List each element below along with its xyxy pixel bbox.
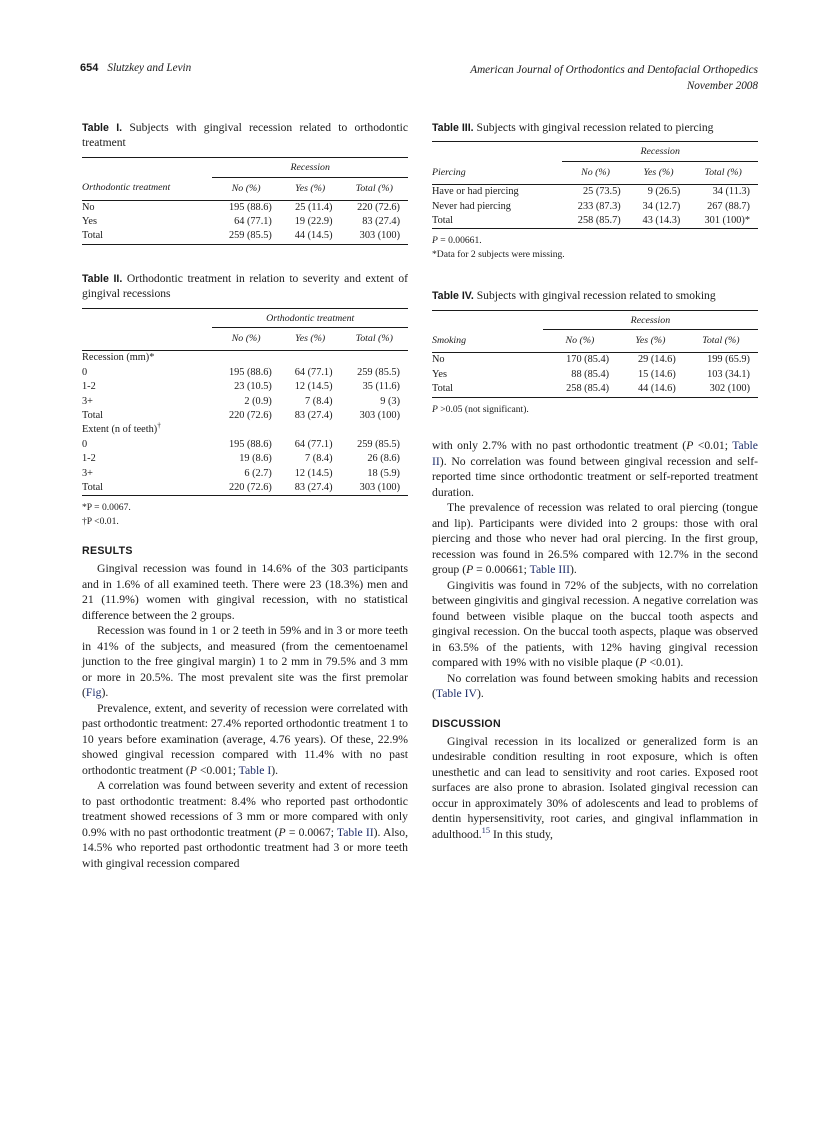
table-row: [82, 177, 408, 200]
row-cell: 303 (100): [341, 229, 409, 244]
table-4-span-header: Recession: [543, 310, 758, 328]
row-cell: 195 (88.6): [228, 366, 272, 378]
table-row: [82, 200, 408, 215]
table-4-footnotes: [432, 403, 758, 417]
table-4-col-1: Yes (%): [635, 335, 666, 347]
table-4-link[interactable]: Table IV: [435, 687, 477, 701]
running-head-right: [470, 62, 758, 94]
table-4-block: [432, 288, 758, 416]
table-2-footnote-2: †P <0.01.: [82, 516, 119, 528]
row-label: Total: [82, 481, 212, 496]
row-cell: 83 (27.4): [280, 481, 341, 496]
table-4-col-2: Total (%): [702, 335, 740, 347]
table-row: [82, 409, 408, 423]
row-label: Yes: [82, 215, 97, 227]
table-2-block: [82, 271, 408, 529]
row-cell: 18 (5.9): [367, 467, 400, 479]
table-row: [82, 380, 408, 394]
row-cell: 26 (8.6): [367, 453, 400, 465]
table-3-footnote-1: P = 0.00661.: [432, 235, 482, 247]
row-label: 1-2: [82, 381, 96, 393]
group-label: Extent (n of teeth)†: [82, 420, 161, 436]
table-1-stub-header: Orthodontic treatment: [82, 182, 171, 194]
table-row: [82, 452, 408, 466]
row-cell: 259 (85.5): [212, 229, 279, 244]
row-cell: 64 (77.1): [294, 366, 333, 378]
journal-title: American Journal of Orthodontics and Dentofacial Orthopedics: [470, 64, 758, 76]
table-row: [432, 200, 758, 214]
table-row: [82, 423, 408, 437]
row-cell: 64 (77.1): [234, 215, 272, 227]
table-2-col-0: No (%): [231, 333, 261, 345]
table-4: [432, 310, 758, 398]
row-cell: 233 (87.3): [577, 200, 621, 212]
table-row: [432, 162, 758, 185]
row-cell: 44 (14.5): [280, 229, 341, 244]
table-4-col-0: No (%): [565, 335, 595, 347]
right-column-prose: [432, 438, 758, 842]
table-3-col-0: No (%): [581, 167, 610, 179]
row-cell: 258 (85.7): [562, 214, 628, 229]
paragraph-results-6: The prevalence of recession was related to oral piercing (tongue and lip). Participants were divided into 2 groups: those with oral piercing and those who never had oral piercing. In the first group, recession was found in 26.5% compared with 12.7% in the second group (P = 0.00661; Table III).: [432, 501, 758, 577]
row-cell: 6 (2.7): [244, 467, 272, 479]
table-1: [82, 157, 408, 245]
row-label: Never had piercing: [432, 200, 511, 212]
row-label: Yes: [432, 368, 447, 380]
paragraph-results-3: Prevalence, extent, and severity of recession were correlated with past orthodontic treatment: 27.4% reported orthodontic treatment 1 to 10 years before examination (average, 4.76 years). Of these, 22.9% showed gingival recession compared with 11.4% with no past orthodontic treatment (P <0.001; Table I).: [82, 701, 408, 777]
table-row: [432, 185, 758, 200]
table-1-col-2: Total (%): [355, 182, 393, 194]
table-row: [432, 382, 758, 397]
table-2-col-2: Total (%): [355, 333, 393, 345]
table-4-caption: [432, 288, 758, 303]
running-head: [80, 62, 758, 94]
table-3: [432, 141, 758, 229]
row-cell: 15 (14.6): [638, 368, 676, 380]
row-cell: 7 (8.4): [305, 395, 333, 407]
row-cell: 34 (11.3): [688, 185, 758, 200]
reference-marker[interactable]: 15: [481, 825, 491, 836]
row-cell: 170 (85.4): [543, 353, 617, 368]
running-head-authors: Slutzkey and Levin: [107, 62, 192, 74]
row-cell: 25 (73.5): [562, 185, 628, 200]
row-cell: 267 (88.7): [707, 200, 750, 212]
table-3-col-2: Total (%): [704, 167, 742, 179]
table-row: [82, 308, 408, 326]
row-label: 0: [82, 366, 88, 378]
row-cell: 64 (77.1): [294, 438, 333, 450]
table-1-caption-text: Subjects with gingival recession related to orthodontic treatment: [82, 121, 408, 150]
table-2-link[interactable]: Table II: [432, 439, 758, 468]
table-2-footnotes: [82, 501, 408, 529]
row-cell: 303 (100): [359, 409, 400, 421]
row-cell: 9 (26.5): [629, 185, 689, 200]
table-3-caption-text: Subjects with gingival recession related to piercing: [476, 121, 714, 134]
right-column: [432, 120, 758, 842]
row-cell: 302 (100): [684, 382, 758, 397]
row-cell: 29 (14.6): [617, 353, 684, 368]
table-2-link[interactable]: Table II: [336, 825, 374, 839]
table-2: [82, 308, 408, 497]
table-row: [82, 157, 408, 175]
table-row: [82, 481, 408, 496]
results-heading: RESULTS: [82, 545, 133, 558]
row-cell: 19 (8.6): [239, 453, 272, 465]
table-1-block: [82, 120, 408, 245]
table-1-span-header: Recession: [212, 157, 408, 175]
table-2-footnote-1: *P = 0.0067.: [82, 502, 131, 514]
row-cell: 220 (72.6): [212, 481, 279, 496]
table-1-col-0: No (%): [231, 182, 261, 194]
table-2-label: Table II.: [82, 272, 123, 285]
row-cell: 19 (22.9): [294, 215, 333, 227]
row-cell: 303 (100): [341, 481, 409, 496]
table-2-span-header: Orthodontic treatment: [212, 308, 408, 326]
row-cell: 35 (11.6): [362, 381, 400, 393]
table-row: [82, 467, 408, 481]
dagger-marker: †: [157, 420, 161, 430]
row-cell: 83 (27.4): [362, 215, 400, 227]
table-row: [82, 229, 408, 244]
row-cell: 103 (34.1): [707, 368, 750, 380]
row-label: 1-2: [82, 453, 96, 465]
table-row: [432, 368, 758, 382]
table-3-block: [432, 120, 758, 262]
row-cell: 220 (72.6): [228, 409, 272, 421]
table-1-caption: [82, 120, 408, 151]
table-4-label: Table IV.: [432, 290, 474, 303]
table-row: [432, 353, 758, 368]
table-2-caption-text: Orthodontic treatment in relation to severity and extent of gingival recessions: [82, 271, 408, 301]
row-cell: 43 (14.3): [629, 214, 689, 229]
table-3-footnotes: [432, 234, 758, 262]
paragraph-results-7: Gingivitis was found in 72% of the subjects, with no correlation between gingivitis and gingival recession. A negative correlation was found between visible plaque on the buccal tooth aspects and gingival recession. On the buccal tooth aspects, plaque was observed in 63.5% of the patients, with 12% having gingival recession compared with 19% with no visible plaque (P <0.01).: [432, 578, 758, 670]
left-column: [82, 120, 408, 871]
table-3-label: Table III.: [432, 122, 474, 134]
group-label: Recession (mm)*: [82, 351, 212, 366]
table-row: [82, 215, 408, 229]
issue-date: November 2008: [686, 80, 758, 93]
row-label: 3+: [82, 395, 93, 407]
row-cell: 301 (100)*: [688, 214, 758, 229]
row-label: No: [432, 353, 543, 368]
discussion-heading: DISCUSSION: [432, 717, 501, 730]
table-row: [432, 214, 758, 229]
row-cell: 2 (0.9): [244, 395, 272, 407]
row-label: Total: [432, 214, 562, 229]
row-label: Total: [82, 409, 104, 421]
row-label: Total: [82, 229, 212, 244]
table-4-stub-header: Smoking: [432, 335, 467, 347]
table-4-footnote-1: P >0.05 (not significant).: [432, 403, 529, 415]
page-number: 654: [80, 62, 99, 74]
row-cell: 23 (10.5): [234, 381, 272, 393]
row-cell: 259 (85.5): [357, 366, 400, 378]
table-row: [432, 142, 758, 160]
row-label: 3+: [82, 467, 93, 479]
row-cell: 12 (14.5): [294, 467, 333, 479]
table-3-caption: [432, 120, 758, 135]
table-2-caption: [82, 271, 408, 302]
paragraph-results-5: with only 2.7% with no past orthodontic treatment (P <0.01; Table II). No correlation was found between gingival recession and self-reported time since orthodontic treatment or self-reported treatment duration.: [432, 439, 758, 499]
paragraph-results-8: No correlation was found between smoking habits and recession (Table IV).: [432, 671, 758, 701]
row-cell: 199 (65.9): [684, 353, 758, 368]
table-row: [82, 438, 408, 452]
paragraph-results-2: Recession was found in 1 or 2 teeth in 59% and in 3 or more teeth in 41% of the subjects, and measured (from the cementoenamel junction to the free gingival margin) 1 to 2 mm in 79.5% and 3 mm or more in 20.5%. The most prevalent site was the first premolar (Fig).: [82, 624, 408, 700]
table-row: [82, 395, 408, 409]
row-cell: 220 (72.6): [341, 200, 409, 215]
row-cell: 9 (3): [380, 395, 400, 407]
table-3-span-header: Recession: [562, 142, 758, 160]
table-4-caption-text: Subjects with gingival recession related to smoking: [476, 289, 716, 303]
paragraph-results-1: Gingival recession was found in 14.6% of the 303 participants and in 1.6% of all examined teeth. There were 23 (18.3%) men and 21 (11.9%) women with gingival recession, with no statistical difference between the 2 groups.: [82, 562, 408, 622]
row-cell: 258 (85.4): [543, 382, 617, 397]
table-row: [82, 328, 408, 351]
table-1-label: Table I.: [82, 122, 123, 134]
table-1-link[interactable]: Table I: [238, 763, 272, 777]
row-cell: 259 (85.5): [357, 438, 400, 450]
row-cell: 88 (85.4): [571, 368, 610, 380]
table-2-col-1: Yes (%): [295, 333, 326, 345]
table-3-col-1: Yes (%): [643, 167, 674, 179]
row-cell: 44 (14.6): [617, 382, 684, 397]
table-1-col-1: Yes (%): [295, 182, 326, 194]
table-3-footnote-2: *Data for 2 subjects were missing.: [432, 249, 565, 261]
table-row: [432, 330, 758, 353]
table-row: [82, 351, 408, 366]
fig-link[interactable]: Fig: [85, 686, 102, 700]
row-label: Have or had piercing: [432, 185, 562, 200]
row-cell: 34 (12.7): [642, 200, 681, 212]
table-row: [432, 310, 758, 328]
table-2-stub-header: [82, 328, 212, 351]
row-cell: 25 (11.4): [280, 200, 341, 215]
table-3-stub-header: Piercing: [432, 167, 466, 179]
running-head-left: [80, 62, 191, 74]
table-3-link[interactable]: Table III: [529, 563, 571, 577]
row-cell: 12 (14.5): [294, 381, 333, 393]
row-cell: 83 (27.4): [294, 409, 333, 421]
row-cell: 195 (88.6): [212, 200, 279, 215]
row-cell: 195 (88.6): [228, 438, 272, 450]
row-label: 0: [82, 438, 88, 450]
row-cell: 7 (8.4): [305, 453, 333, 465]
table-row: [82, 366, 408, 380]
row-label: Total: [432, 382, 543, 397]
row-label: No: [82, 200, 212, 215]
paragraph-results-4: A correlation was found between severity and extent of recession to past orthodontic treatment: 8.4% who reported past orthodontic treatment showed recessions of 3 mm or more compared with only 0.9% with no past orthodontic treatment (P = 0.0067; Table II). Also, 14.5% who reported past orthodontic treatment had 3 or more teeth with gingival recession compared: [82, 779, 408, 870]
paragraph-discussion-1: Gingival recession in its localized or generalized form is an undesirable condition resulting in root exposure, which is often unesthetic and can lead to sensitivity and root caries. Exposed root surfaces are also prone to abrasion. Isolated gingival recession can occur in approximately 30% of adolescents and lead to problems of dentin hypersensitivity, root caries, and gingival inflammation in adulthood.$^{15}$ In this study,: [432, 734, 758, 841]
